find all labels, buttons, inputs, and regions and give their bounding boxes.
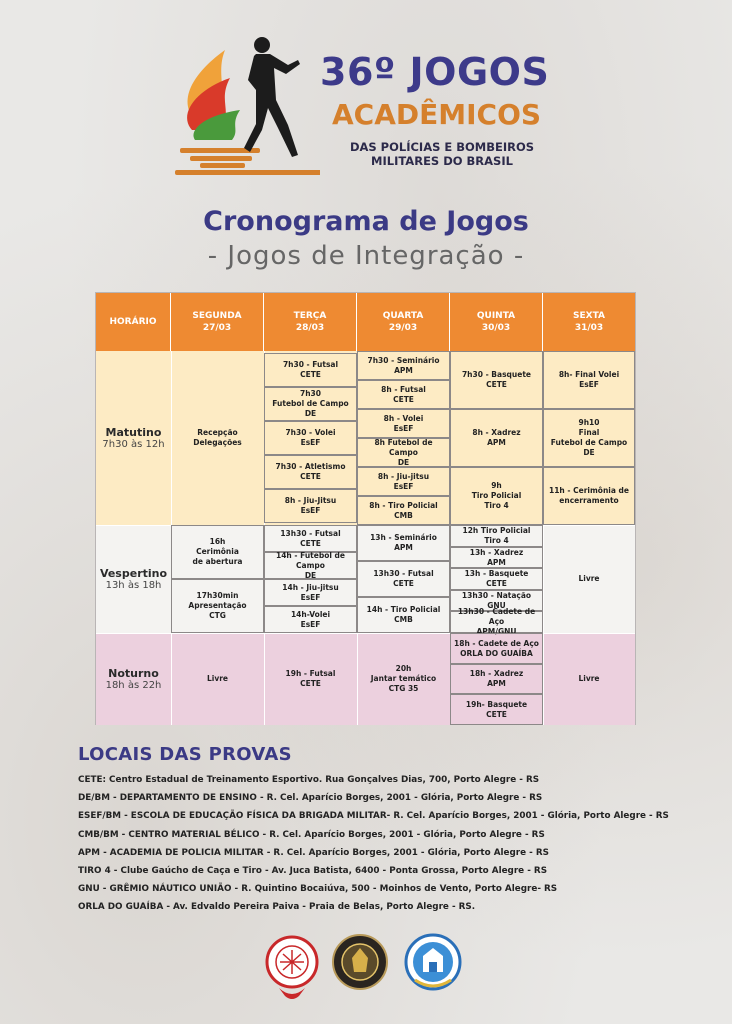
venue-item: TIRO 4 - Clube Gaúcho de Caça e Tiro - Av. Juca Batista, 6400 - Ponta Grossa, Porto Alegre - RS	[78, 866, 548, 877]
venue-item: CETE: Centro Estadual de Treinamento Esportivo. Rua Gonçalves Dias, 700, Porto Alegre - RS	[78, 775, 540, 785]
event-cell: 8h - Xadrez APM	[450, 409, 543, 467]
academy-seal-icon	[333, 935, 387, 989]
event-cell: 7h30 - Seminário APM	[357, 351, 450, 380]
event-cell: 8h - Jiu-Jitsu EsEF	[264, 489, 357, 523]
venue-item: ESEF/BM - ESCOLA DE EDUCAÇÃO FÍSICA DA BRIGADA MILITAR- R. Cel. Aparício Borges, 2001 - Glória, Porto Alegre - RS	[78, 811, 669, 822]
event-cell: 14h - Futebol de Campo DE	[264, 552, 357, 579]
event-cell: 9h10 Final Futebol de Campo DE	[543, 409, 635, 467]
event-cell: 8h- Final Volei EsEF	[543, 351, 635, 409]
event-header	[170, 30, 590, 195]
brigada-militar-seal-icon	[267, 937, 317, 999]
schedule-table	[95, 292, 636, 725]
event-cell: 13h30 - Futsal CETE	[264, 525, 357, 552]
venues-section	[78, 744, 718, 917]
event-cell: 11h - Cerimônia de encerramento	[543, 467, 635, 525]
event-cell: 12h Tiro Policial Tiro 4	[450, 525, 543, 547]
event-title-number: 36º JOGOS	[320, 50, 550, 94]
event-cell: 8h - Volei EsEF	[357, 409, 450, 438]
event-cell: 8h Futebol de Campo DE	[357, 438, 450, 467]
event-cell: 7h30 - Basquete CETE	[450, 351, 543, 409]
venue-item: ORLA DO GUAÍBA - Av. Edvaldo Pereira Paiva - Praia de Belas, Porto Alegre - RS.	[78, 902, 476, 913]
period-vespertino: Vespertino 13h às 18h	[99, 567, 168, 591]
torch-athlete-logo	[170, 30, 320, 190]
event-cell: 19h- Basquete CETE	[450, 694, 543, 725]
column-header-horario: HORÁRIO	[96, 293, 171, 351]
event-cell: Livre	[206, 674, 229, 683]
period-noturno: Noturno 18h às 22h	[105, 667, 162, 691]
column-header-terca: TERÇA 28/03	[264, 293, 357, 351]
event-cell: 7h30 - Atletismo CETE	[264, 455, 357, 489]
venue-item: CMB/BM - CENTRO MATERIAL BÉLICO - R. Cel. Aparício Borges, 2001 - Glória, Porto Alegre - RS	[78, 829, 545, 840]
column-header-sexta: SEXTA 31/03	[543, 293, 635, 351]
event-subtitle: DAS POLÍCIAS E BOMBEIROS MILITARES DO BRASIL	[349, 140, 535, 168]
event-cell: 18h - Cadete de Aço ORLA DO GUAÍBA	[450, 633, 543, 664]
event-cell: 8h - Futsal CETE	[357, 380, 450, 409]
event-cell: 13h - Seminário APM	[357, 525, 450, 561]
event-cell: Recepção Delegações	[193, 428, 242, 447]
event-cell: 13h - Xadrez APM	[450, 547, 543, 568]
venue-item: GNU - GRÊMIO NÁUTICO UNIÃO - R. Quintino Bocaiúva, 500 - Moinhos de Vento, Porto Alegre- RS	[78, 884, 558, 895]
schedule-subtitle: - Jogos de Integração -	[207, 241, 525, 271]
event-cell: 13h30 - Cadete de Aço APM/GNU	[450, 611, 543, 633]
event-cell: 13h30 - Futsal CETE	[357, 561, 450, 597]
event-cell: 8h - Jiu-jitsu EsEF	[357, 467, 450, 496]
event-cell: 13h30 - Natação GNU	[450, 590, 543, 611]
event-cell: 20h Jantar temático CTG 35	[370, 664, 437, 693]
event-cell: 14h - Tiro Policial CMB	[357, 597, 450, 633]
police-academy-seal-icon	[406, 935, 460, 989]
event-cell: 13h - Basquete CETE	[450, 568, 543, 590]
event-cell: 19h - Futsal CETE	[285, 669, 336, 688]
event-cell: 16h Cerimônia de abertura	[171, 525, 264, 579]
institution-seals	[265, 930, 475, 1010]
schedule-title: Cronograma de Jogos	[203, 206, 529, 237]
event-cell: 8h - Tiro Policial CMB	[357, 496, 450, 525]
venues-title: LOCAIS DAS PROVAS	[78, 744, 292, 765]
period-matutino: Matutino 7h30 às 12h	[102, 426, 165, 450]
event-title-academicos: ACADÊMICOS	[332, 98, 542, 131]
venue-item: APM - ACADEMIA DE POLICIA MILITAR - R. Cel. Aparício Borges, 2001 - Glória, Porto Alegre - RS	[78, 847, 549, 858]
column-header-segunda: SEGUNDA 27/03	[171, 293, 264, 351]
event-cell: 7h30 Futebol de Campo DE	[264, 387, 357, 421]
event-cell: 9h Tiro Policial Tiro 4	[450, 467, 543, 525]
venue-item: DE/BM - DEPARTAMENTO DE ENSINO - R. Cel. Aparício Borges, 2001 - Glória, Porto Alegre - RS	[78, 793, 543, 804]
column-header-quarta: QUARTA 29/03	[357, 293, 450, 351]
event-cell: Livre	[578, 574, 600, 583]
event-cell: 7h30 - Volei EsEF	[264, 421, 357, 455]
event-cell: 7h30 - Futsal CETE	[264, 353, 357, 387]
event-cell: 14h - Jiu-jitsu EsEF	[264, 579, 357, 606]
event-cell: 14h-Volei EsEF	[264, 606, 357, 633]
event-cell: 17h30min Apresentação CTG	[171, 579, 264, 633]
event-cell: 18h - Xadrez APM	[450, 664, 543, 694]
event-cell: Livre	[578, 674, 600, 683]
column-header-quinta: QUINTA 30/03	[450, 293, 543, 351]
